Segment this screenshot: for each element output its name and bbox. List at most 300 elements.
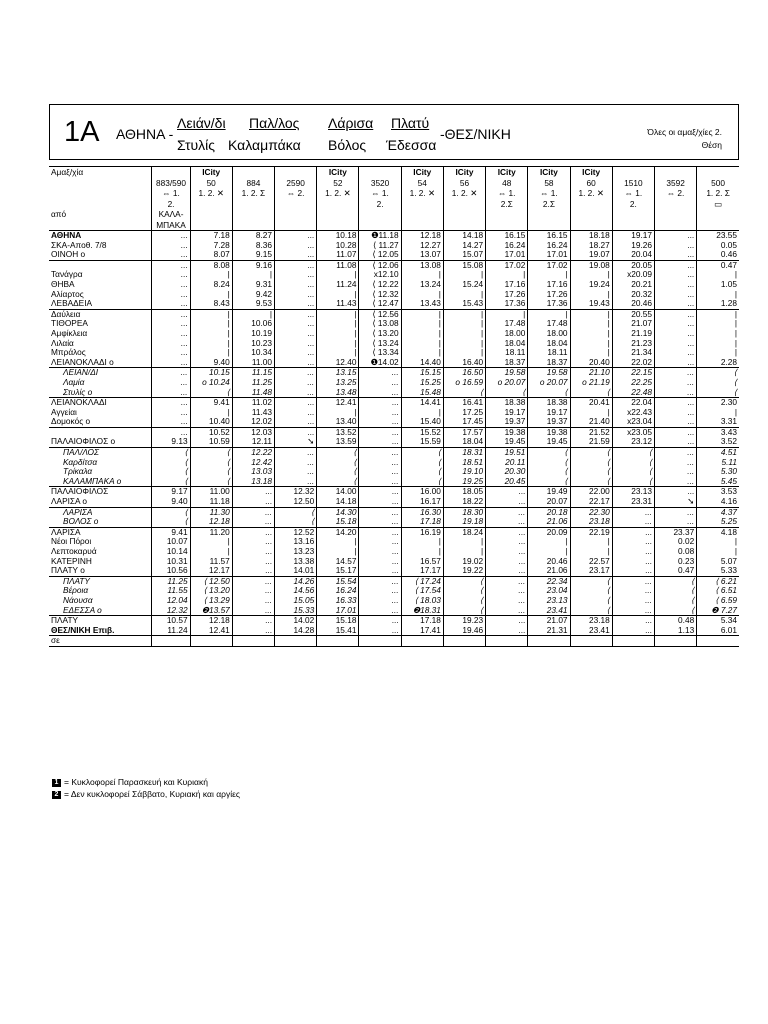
table-row xyxy=(49,596,739,606)
time-cell: ... xyxy=(152,270,190,280)
time-cell: ... xyxy=(275,270,317,280)
time-cell: 4.16 xyxy=(697,497,739,507)
time-cell: | xyxy=(317,329,359,339)
time-cell: 8.27 xyxy=(232,231,274,241)
train-header-cell xyxy=(570,199,612,210)
time-cell: ... xyxy=(654,487,696,497)
time-cell: ⟨ xyxy=(152,467,190,477)
time-cell: ⟨ 18.03 xyxy=(401,596,443,606)
time-cell: | xyxy=(570,309,612,319)
time-cell: 17.16 xyxy=(528,280,570,290)
table-row xyxy=(49,231,739,241)
time-cell: 17.01 xyxy=(486,250,528,260)
time-cell: ... xyxy=(359,537,401,547)
time-cell: ... xyxy=(275,299,317,309)
train-header-cell xyxy=(317,220,359,231)
time-cell: 13.24 xyxy=(401,280,443,290)
time-cell: 14.28 xyxy=(275,626,317,636)
time-cell: 10.19 xyxy=(232,329,274,339)
time-cell: 19.58 xyxy=(528,368,570,378)
time-cell: ... xyxy=(275,458,317,468)
station-name: ΚΑΛΑΜΠΑΚΑ ο xyxy=(63,476,122,486)
time-cell: ... xyxy=(275,260,317,270)
time-cell: | xyxy=(443,319,485,329)
time-cell: ... xyxy=(654,280,696,290)
table-row xyxy=(49,299,739,309)
time-cell: | xyxy=(697,319,739,329)
station-name: ΛΕΙΑΝ/ΔΙ xyxy=(49,368,152,378)
time-cell: 15.40 xyxy=(401,417,443,427)
header-row xyxy=(49,220,739,231)
time-cell: ... xyxy=(232,616,274,626)
table-row xyxy=(49,437,739,447)
time-cell: 15.05 xyxy=(275,596,317,606)
time-cell: 17.48 xyxy=(528,319,570,329)
time-cell: 13.38 xyxy=(275,557,317,567)
time-cell: 13.59 xyxy=(317,437,359,447)
time-cell: 21.52 xyxy=(570,427,612,437)
time-cell: ... xyxy=(275,339,317,349)
time-cell: 19.38 xyxy=(486,427,528,437)
table-row xyxy=(49,497,739,507)
time-cell: 17.57 xyxy=(443,427,485,437)
train-header-cell xyxy=(190,220,232,231)
time-cell: 14.56 xyxy=(275,586,317,596)
time-cell: 12.17 xyxy=(190,566,232,576)
footnote-1 xyxy=(52,776,240,788)
time-cell: 11.43 xyxy=(317,299,359,309)
table-row xyxy=(49,398,739,408)
time-cell: 22.30 xyxy=(570,507,612,517)
train-header-cell: ICity xyxy=(401,167,443,178)
time-cell: 10.40 xyxy=(190,417,232,427)
time-cell: 23.18 xyxy=(570,616,612,626)
time-cell: x23.05 xyxy=(612,427,654,437)
time-cell: ⟨ 12.32 xyxy=(359,290,401,300)
time-cell: ... xyxy=(654,398,696,408)
station-name: ΛΑΡΙΣΑ xyxy=(49,527,152,537)
train-header-cell: ⇔ 1. xyxy=(528,188,570,199)
train-header-cell xyxy=(486,209,528,220)
time-cell: 20.40 xyxy=(570,358,612,368)
time-cell: | xyxy=(443,537,485,547)
time-cell: ... xyxy=(359,378,401,388)
time-cell: ... xyxy=(152,398,190,408)
time-cell: 22.15 xyxy=(612,368,654,378)
train-header-cell: ⇔ 2. xyxy=(654,188,696,199)
header-label xyxy=(49,178,152,189)
time-cell: ... xyxy=(275,368,317,378)
time-cell: ... xyxy=(359,368,401,378)
time-cell: 5.25 xyxy=(697,517,739,527)
time-cell: 19.10 xyxy=(443,467,485,477)
time-cell: ... xyxy=(654,348,696,358)
time-cell: ... xyxy=(232,566,274,576)
station-name: ΛΑΡΙΣΑ xyxy=(49,507,152,517)
time-cell: 14.20 xyxy=(317,527,359,537)
time-cell: x20.09 xyxy=(612,270,654,280)
time-cell: ... xyxy=(232,596,274,606)
time-cell: 0.48 xyxy=(654,616,696,626)
time-cell: 19.26 xyxy=(612,241,654,251)
time-cell: ... xyxy=(275,358,317,368)
time-cell: ... xyxy=(654,517,696,527)
time-cell: ... xyxy=(275,250,317,260)
time-cell: ⟨ xyxy=(443,596,485,606)
route-via-1-bottom: Στυλίς xyxy=(177,137,216,153)
time-cell: ⟨ xyxy=(570,388,612,398)
time-cell: 11.30 xyxy=(190,507,232,517)
train-header-cell xyxy=(654,220,696,231)
time-cell: ⟨ xyxy=(570,467,612,477)
time-cell: ... xyxy=(275,378,317,388)
time-cell: ➘ xyxy=(275,437,317,447)
time-cell: 16.50 xyxy=(443,368,485,378)
time-cell: ⟨ xyxy=(443,586,485,596)
time-cell: 10.15 xyxy=(190,368,232,378)
time-cell: 22.25 xyxy=(612,378,654,388)
train-header-cell: 1. 2. ✕ xyxy=(317,188,359,199)
station-name: Αμφίκλεια xyxy=(51,328,88,338)
station-name xyxy=(49,427,152,437)
time-cell: ο 20.07 xyxy=(528,378,570,388)
train-header-cell: ICity xyxy=(528,167,570,178)
route-via-2-bottom: Καλαμπάκα xyxy=(228,137,301,153)
time-cell: ... xyxy=(359,467,401,477)
time-cell: ... xyxy=(152,260,190,270)
time-cell: ⟨ xyxy=(275,517,317,527)
time-cell: | xyxy=(528,547,570,557)
time-cell: ⟨ xyxy=(401,458,443,468)
time-cell: 13.25 xyxy=(317,378,359,388)
time-cell: ⟨ xyxy=(190,388,232,398)
station-name: ΑΘΗΝΑ xyxy=(49,231,152,241)
time-cell: 10.34 xyxy=(232,348,274,358)
time-cell: | xyxy=(401,348,443,358)
time-cell xyxy=(697,646,739,647)
time-cell: ... xyxy=(612,557,654,567)
time-cell: ⟨ xyxy=(317,448,359,458)
time-cell xyxy=(570,636,612,646)
time-cell: 23.12 xyxy=(612,437,654,447)
time-cell: ... xyxy=(359,606,401,616)
time-cell: 12.22 xyxy=(232,448,274,458)
time-cell: ⟨ 13.20 xyxy=(190,586,232,596)
time-cell: | xyxy=(190,339,232,349)
time-cell: 22.00 xyxy=(570,487,612,497)
time-cell: ... xyxy=(359,477,401,487)
time-cell xyxy=(486,646,528,647)
time-cell: ... xyxy=(232,507,274,517)
time-cell: 12.18 xyxy=(190,517,232,527)
time-cell: ⟨ xyxy=(612,477,654,487)
time-cell: ⟨ xyxy=(152,507,190,517)
time-cell xyxy=(486,636,528,646)
train-header-cell xyxy=(612,167,654,178)
time-cell: ⟨ 12.06 xyxy=(359,260,401,270)
time-cell: ⟨ xyxy=(612,467,654,477)
time-cell: 5.30 xyxy=(697,467,739,477)
time-cell: 14.57 xyxy=(317,557,359,567)
time-cell xyxy=(654,646,696,647)
time-cell: | xyxy=(443,309,485,319)
time-cell: 16.00 xyxy=(401,487,443,497)
time-cell: 8.43 xyxy=(190,299,232,309)
time-cell xyxy=(152,636,190,646)
time-cell: ⟨ 6.51 xyxy=(697,586,739,596)
time-cell xyxy=(443,636,485,646)
time-cell: ... xyxy=(359,398,401,408)
time-cell: ... xyxy=(359,547,401,557)
time-cell: ... xyxy=(152,408,190,418)
time-cell: 19.58 xyxy=(486,368,528,378)
table-row xyxy=(49,477,739,487)
time-cell: ... xyxy=(486,527,528,537)
time-cell: 5.45 xyxy=(697,477,739,487)
time-cell: ❶14.02 xyxy=(359,358,401,368)
station-name: Καρδίτσα xyxy=(63,457,98,467)
train-header-cell: 883/590 xyxy=(152,178,190,189)
time-cell: 17.01 xyxy=(528,250,570,260)
time-cell: 10.28 xyxy=(317,241,359,251)
station-name: Μπράλος xyxy=(51,348,86,358)
time-cell xyxy=(275,646,317,647)
time-cell: | xyxy=(401,547,443,557)
time-cell: 13.07 xyxy=(401,250,443,260)
time-cell: 22.17 xyxy=(570,497,612,507)
train-header-cell: 50 xyxy=(190,178,232,189)
time-cell: 10.59 xyxy=(190,437,232,447)
time-cell: ... xyxy=(654,319,696,329)
time-cell: 9.42 xyxy=(232,290,274,300)
time-cell: 14.00 xyxy=(317,487,359,497)
time-cell: ... xyxy=(359,527,401,537)
time-cell: 8.24 xyxy=(190,280,232,290)
time-cell: ⟨ 12.50 xyxy=(190,576,232,586)
time-cell: 3.43 xyxy=(697,427,739,437)
time-cell: ... xyxy=(275,290,317,300)
train-header-cell xyxy=(232,199,274,210)
time-cell: | xyxy=(317,270,359,280)
time-cell: 21.07 xyxy=(528,616,570,626)
time-cell: ⟨ xyxy=(317,467,359,477)
time-cell: | xyxy=(317,290,359,300)
time-cell: 23.13 xyxy=(612,487,654,497)
time-cell: | xyxy=(443,339,485,349)
time-cell: ... xyxy=(486,497,528,507)
table-row xyxy=(49,616,739,626)
time-cell: 18.11 xyxy=(486,348,528,358)
train-header-cell: 2. xyxy=(152,199,190,210)
time-cell: 21.10 xyxy=(570,368,612,378)
footnotes xyxy=(52,776,240,800)
station-name: ΚΑΤΕΡΙΝΗ xyxy=(51,556,92,566)
time-cell: ⟨ 12.47 xyxy=(359,299,401,309)
time-cell: 18.37 xyxy=(486,358,528,368)
time-cell: ... xyxy=(359,408,401,418)
time-cell: ⟨ xyxy=(528,477,570,487)
station-name: Νάουσα xyxy=(63,595,93,605)
time-cell: | xyxy=(528,270,570,280)
time-cell: 20.09 xyxy=(528,527,570,537)
time-cell: | xyxy=(232,309,274,319)
time-cell: ... xyxy=(654,260,696,270)
train-header-cell xyxy=(152,167,190,178)
train-header-cell xyxy=(401,209,443,220)
train-header-cell: 1. 2. ✕ xyxy=(443,188,485,199)
time-cell: | xyxy=(570,339,612,349)
table-row xyxy=(49,368,739,378)
time-cell: ... xyxy=(275,329,317,339)
train-header-cell: ICity xyxy=(190,167,232,178)
time-cell: ο 21.19 xyxy=(570,378,612,388)
time-cell: 19.07 xyxy=(570,250,612,260)
time-cell: ... xyxy=(152,388,190,398)
time-cell: 19.51 xyxy=(486,448,528,458)
station-name: ΕΔΕΣΣΑ ο xyxy=(63,605,102,615)
time-cell: ⟨ xyxy=(443,576,485,586)
route-via-4-bottom: Έδεσσα xyxy=(386,137,437,153)
time-cell: | xyxy=(401,319,443,329)
time-cell: ... xyxy=(275,241,317,251)
time-cell: ... xyxy=(654,507,696,517)
time-cell: 20.30 xyxy=(486,467,528,477)
time-cell: 12.50 xyxy=(275,497,317,507)
time-cell: ... xyxy=(654,427,696,437)
footnote-mark-2: 2 xyxy=(52,791,61,799)
header-label xyxy=(49,188,152,199)
train-header-cell xyxy=(401,199,443,210)
time-cell: ⟨ xyxy=(443,606,485,616)
time-cell: 20.41 xyxy=(570,398,612,408)
time-cell: 16.40 xyxy=(443,358,485,368)
time-cell: ⟨ xyxy=(190,467,232,477)
station-name: ΠΛΑΤΥ xyxy=(49,576,152,586)
time-cell: 10.31 xyxy=(152,557,190,567)
time-cell: ... xyxy=(612,576,654,586)
time-cell: ⟨ xyxy=(697,368,739,378)
time-cell: ... xyxy=(359,626,401,636)
time-cell: ... xyxy=(152,329,190,339)
time-cell xyxy=(697,636,739,646)
time-cell: 11.24 xyxy=(152,626,190,636)
route-destination: -ΘΕΣ/ΝΙΚΗ xyxy=(440,126,511,142)
station-name xyxy=(49,260,152,270)
time-cell: 12.52 xyxy=(275,527,317,537)
time-cell: ... xyxy=(486,596,528,606)
time-cell: | xyxy=(317,319,359,329)
time-cell: 19.46 xyxy=(443,626,485,636)
table-row xyxy=(49,329,739,339)
train-header-cell: ⇔ 1. xyxy=(486,188,528,199)
time-cell: ⟨ xyxy=(528,448,570,458)
time-cell: 10.18 xyxy=(317,231,359,241)
timetable xyxy=(49,166,739,647)
train-header-cell: 58 xyxy=(528,178,570,189)
time-cell: 17.18 xyxy=(401,517,443,527)
time-cell: 12.32 xyxy=(275,487,317,497)
time-cell: | xyxy=(401,408,443,418)
time-cell: ... xyxy=(152,417,190,427)
time-cell: 13.15 xyxy=(317,368,359,378)
time-cell: ... xyxy=(654,231,696,241)
time-cell: ⟨ xyxy=(190,448,232,458)
time-cell: 14.27 xyxy=(443,241,485,251)
time-cell: ... xyxy=(486,576,528,586)
time-cell: ... xyxy=(359,417,401,427)
table-row xyxy=(49,319,739,329)
time-cell: | xyxy=(317,348,359,358)
train-header-cell xyxy=(528,220,570,231)
time-cell: 11.25 xyxy=(152,576,190,586)
time-cell: x12.10 xyxy=(359,270,401,280)
time-cell: 20.45 xyxy=(486,477,528,487)
time-cell: 20.04 xyxy=(612,250,654,260)
time-cell: ... xyxy=(654,368,696,378)
train-header-cell xyxy=(359,220,401,231)
table-row xyxy=(49,290,739,300)
time-cell: ... xyxy=(275,319,317,329)
time-cell: ... xyxy=(232,487,274,497)
time-cell: 19.37 xyxy=(486,417,528,427)
time-cell xyxy=(359,636,401,646)
time-cell: ... xyxy=(359,517,401,527)
train-header-cell xyxy=(232,167,274,178)
time-cell: | xyxy=(697,309,739,319)
time-cell: ... xyxy=(152,368,190,378)
time-cell: ⟨ xyxy=(570,586,612,596)
time-cell: ⟨ xyxy=(275,507,317,517)
time-cell: | xyxy=(443,348,485,358)
time-cell: ... xyxy=(612,537,654,547)
time-cell: | xyxy=(570,270,612,280)
time-cell: ... xyxy=(152,339,190,349)
time-cell: ... xyxy=(152,427,190,437)
station-name: Δαύλεια xyxy=(49,309,152,319)
train-header-cell: ICity xyxy=(317,167,359,178)
time-cell: 16.33 xyxy=(317,596,359,606)
time-cell: 12.02 xyxy=(232,417,274,427)
station-name: ΠΑΛΑΙΟΦΙΛΟΣ ο xyxy=(51,437,116,447)
time-cell: ... xyxy=(486,586,528,596)
time-cell: ⟨ xyxy=(612,448,654,458)
train-header-cell: ▭ xyxy=(697,199,739,210)
time-cell xyxy=(359,646,401,647)
time-cell: ... xyxy=(486,487,528,497)
time-cell: ... xyxy=(152,250,190,260)
time-cell: 22.57 xyxy=(570,557,612,567)
train-header-cell: 1510 xyxy=(612,178,654,189)
time-cell: ⟨ xyxy=(190,477,232,487)
time-cell: 12.04 xyxy=(152,596,190,606)
time-cell: 18.04 xyxy=(486,339,528,349)
time-cell: 12.40 xyxy=(317,358,359,368)
time-cell: 12.32 xyxy=(152,606,190,616)
time-cell: | xyxy=(570,290,612,300)
time-cell: 20.11 xyxy=(486,458,528,468)
train-header-cell: 1. 2. Σ xyxy=(697,188,739,199)
time-cell: 5.34 xyxy=(697,616,739,626)
table-row xyxy=(49,537,739,547)
time-cell: ⟨ 13.24 xyxy=(359,339,401,349)
table-row xyxy=(49,566,739,576)
header-label xyxy=(49,220,152,231)
time-cell: ο 16.59 xyxy=(443,378,485,388)
table-row xyxy=(49,378,739,388)
time-cell: 9.13 xyxy=(152,437,190,447)
table-row xyxy=(49,557,739,567)
time-cell: 17.18 xyxy=(401,616,443,626)
